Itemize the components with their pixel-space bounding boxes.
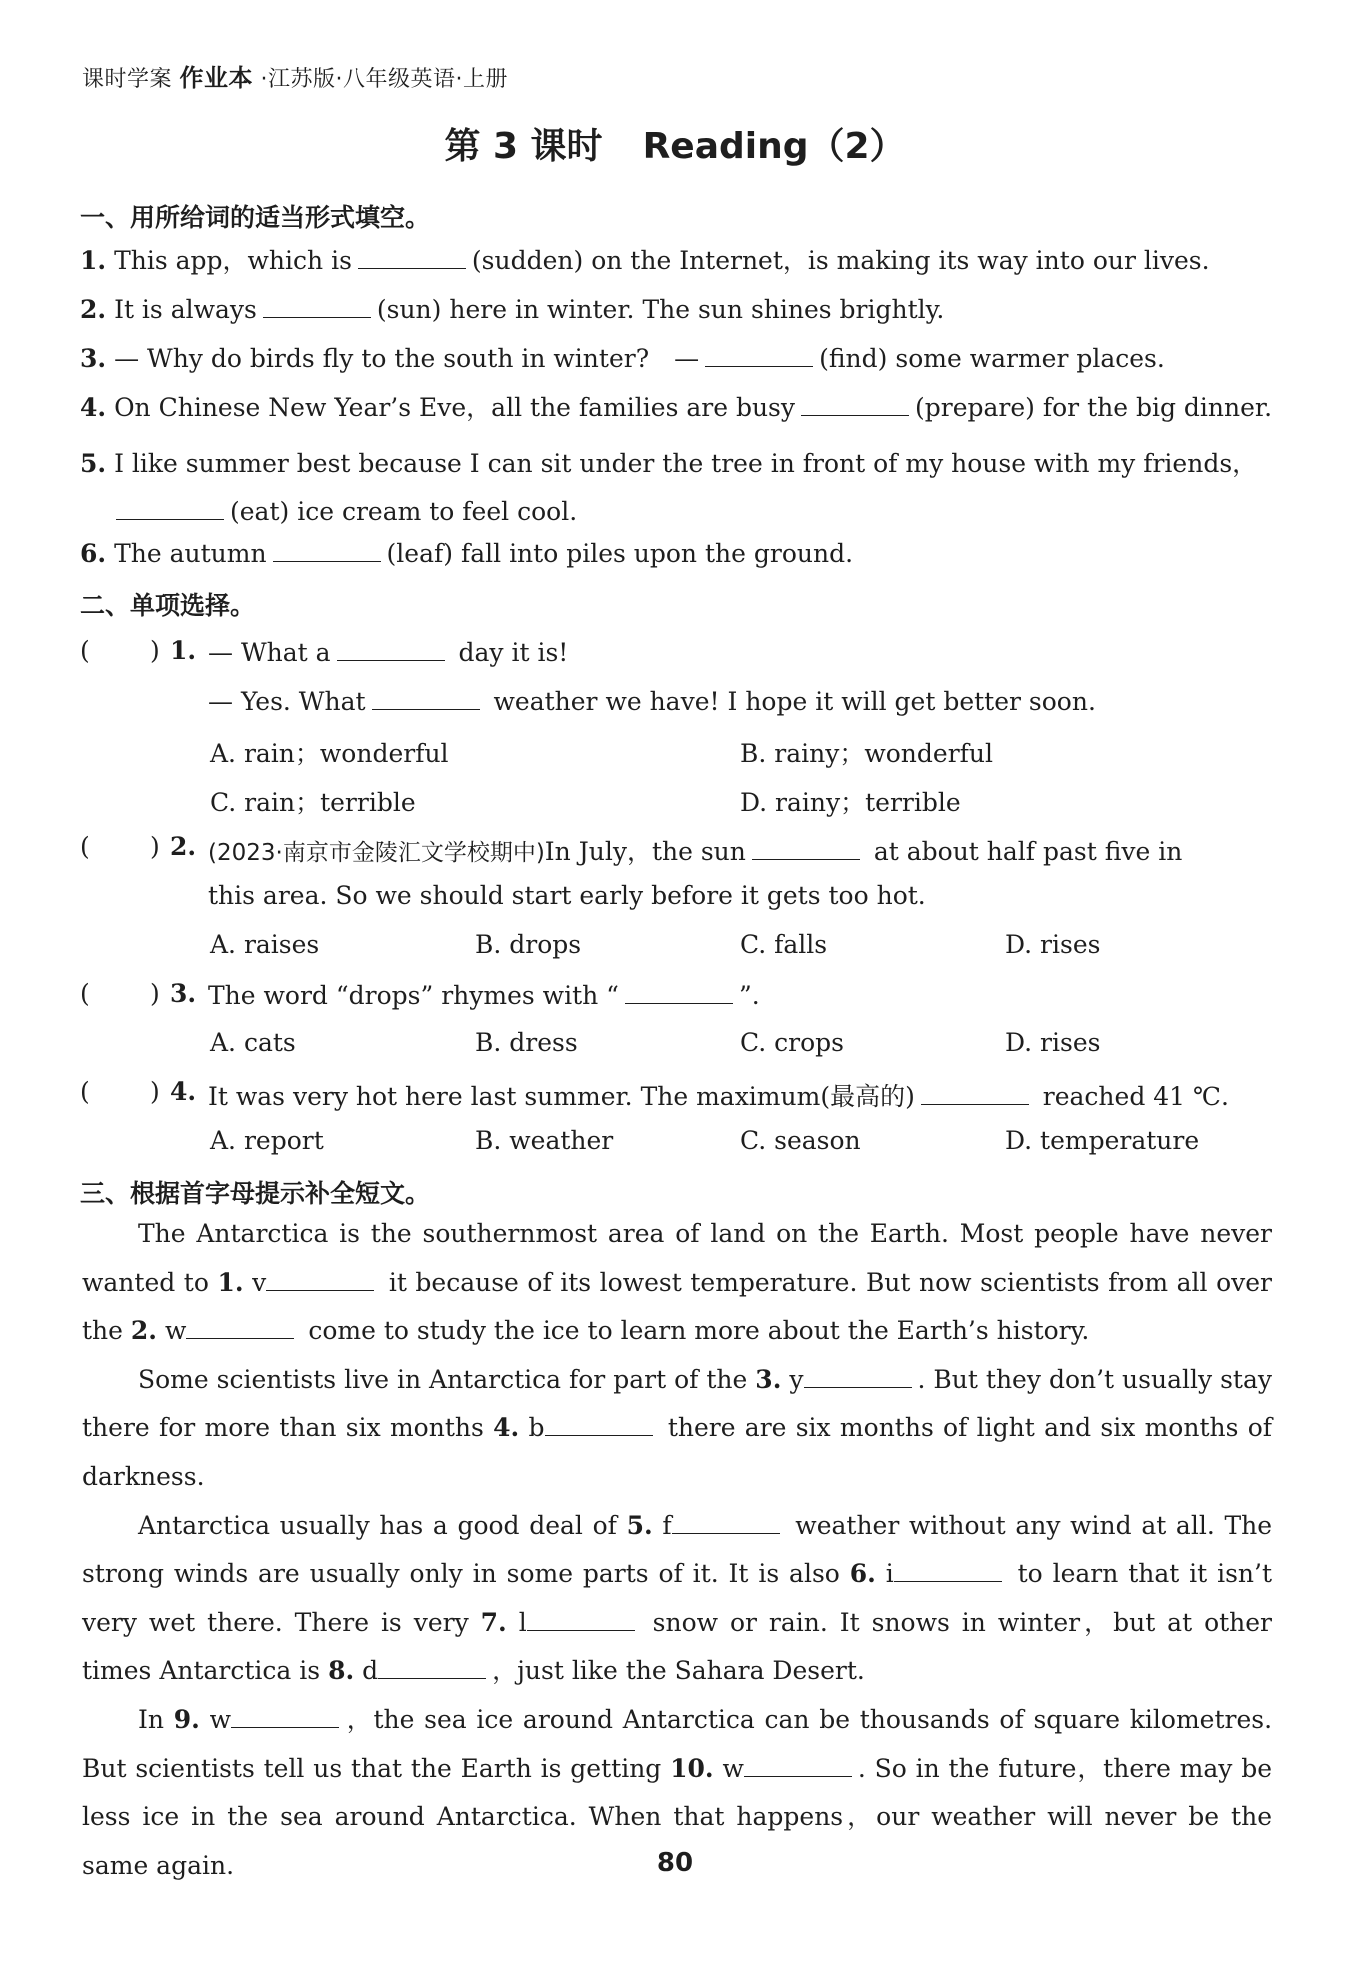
passage-text: . So in the future，there may be less ice in the sea around Antarctica. When that happens，our weather will never be the same again. [82,1753,1273,1880]
title-topic: Reading（2） [642,126,906,167]
paren-open: ( [80,1077,90,1106]
stem-text: In July，the sun [544,837,746,866]
item-number: 6. [80,539,107,568]
answer-blank[interactable] [804,1363,912,1388]
item-number: 1. [80,246,107,275]
passage-text: ，just like the Sahara Desert. [492,1656,865,1686]
stem-text: at about half past five in [873,837,1183,866]
answer-blank[interactable] [752,835,860,860]
fill-item [80,537,1275,571]
blank-number: 5. [626,1510,653,1540]
answer-parentheses[interactable] [80,636,160,665]
answer-parentheses[interactable] [80,1077,160,1106]
passage-text: In [138,1704,164,1734]
answer-blank[interactable] [263,293,371,318]
header-rest: ·江苏版·八年级英语·上册 [260,67,508,92]
fill-item [80,391,1275,425]
item-text-before: — Why do birds fly to the south in winter? — [114,344,700,373]
option-a[interactable]: A. raises [210,930,320,959]
option-b[interactable]: B. rainy；wonderful [740,739,993,768]
paren-open: ( [80,832,90,861]
blank-number: 6. [849,1559,876,1589]
item-text-before: This app，which is [114,246,352,275]
passage-text: to learn that it isn’t very wet there. There is very [82,1559,1273,1637]
running-header [82,58,508,93]
stem-text: weather we have! I hope it will get better soon. [493,687,1096,716]
cloze-passage [82,1210,1272,1890]
blank-number: 2. [130,1316,158,1346]
paren-open: ( [80,979,90,1008]
answer-blank[interactable] [894,1557,1002,1582]
answer-blank[interactable] [527,1606,635,1631]
answer-blank[interactable] [116,495,224,520]
blank-number: 1. [217,1267,244,1297]
paren-close: ) [150,1077,160,1106]
answer-blank[interactable] [921,1080,1029,1105]
option-d[interactable]: D. temperature [1005,1126,1200,1155]
answer-blank[interactable] [545,1411,653,1436]
option-b[interactable]: B. weather [475,1126,614,1155]
answer-blank[interactable] [744,1752,852,1777]
passage-text: ，the sea ice around Antarctica can be thousands of square kilometres. But scientists tell us that the Earth is getting [82,1704,1273,1783]
section1-heading: 一、用所给词的适当形式填空。 [80,203,431,232]
blank-number: 9. [173,1704,200,1734]
option-d[interactable]: D. rainy；terrible [740,788,961,817]
question-number: 2. [170,832,197,861]
option-b[interactable]: B. drops [475,930,582,959]
passage-text: Some scientists live in Antarctica for part of the [138,1364,748,1394]
initial-letter: l [518,1607,527,1637]
stem-text: day it is! [458,638,569,667]
item-number: 2. [80,295,107,324]
question-source: (2023·南京市金陵汇文学校期中) [208,840,545,866]
blank-number: 8. [328,1656,355,1686]
option-a[interactable]: A. rain；wonderful [210,739,449,768]
question-stem [208,1077,1229,1113]
option-c[interactable]: C. rain；terrible [210,788,416,817]
answer-parentheses[interactable] [80,979,160,1008]
initial-letter: w [722,1753,744,1783]
question-number: 3. [170,979,197,1008]
answer-blank[interactable] [372,685,480,710]
page-number: 80 [656,1848,694,1878]
option-c[interactable]: C. falls [740,930,828,959]
item-number: 5. [80,449,107,478]
item-hint: (sudden) [471,246,584,275]
answer-blank[interactable] [672,1509,780,1534]
question-stem [208,636,568,667]
paren-close: ) [150,979,160,1008]
initial-letter: d [362,1656,379,1686]
title-lesson: 第 3 课时 [444,126,603,167]
item-number: 3. [80,344,107,373]
initial-letter: v [252,1267,267,1297]
initial-letter: w [164,1316,187,1346]
question-stem [208,979,760,1010]
passage-text: it because of its lowest temperature. But now scientists from all over the [82,1267,1273,1346]
answer-blank[interactable] [231,1703,339,1728]
answer-blank[interactable] [186,1314,294,1339]
answer-blank[interactable] [705,342,813,367]
item-hint: (sun) [376,295,442,324]
question-number: 4. [170,1077,197,1106]
passage-text: snow or rain. It snows in winter，but at other times Antarctica is [82,1607,1273,1686]
header-series: 课时学案 [82,67,173,92]
answer-blank[interactable] [625,979,733,1004]
passage-text: there are six months of light and six months of darkness. [82,1413,1273,1491]
blank-number: 7. [480,1607,507,1637]
initial-letter: i [885,1559,894,1589]
answer-blank[interactable] [266,1266,374,1291]
item-hint: (prepare) [915,393,1035,422]
blank-number: 10. [670,1753,714,1783]
blank-number: 3. [755,1364,782,1394]
item-text-after: some warmer places. [895,344,1165,373]
question-stem-line2: this area. So we should start early before it gets too hot. [208,881,926,910]
passage-text: weather without any wind at all. The strong winds are usually only in some parts of it. It is also [82,1510,1273,1589]
item-text-before: The autumn [114,539,267,568]
section2-heading: 二、单项选择。 [80,591,256,620]
option-a[interactable]: A. report [210,1126,324,1155]
answer-blank[interactable] [801,391,909,416]
fill-item [80,342,1275,376]
paren-open: ( [80,636,90,665]
section3-heading: 三、根据首字母提示补全短文。 [80,1179,431,1208]
passage-text: Antarctica usually has a good deal of [138,1510,617,1540]
item-text-before: On Chinese New Year’s Eve，all the families are busy [114,393,795,422]
stem-text: ”. [738,981,760,1010]
fill-item [80,293,1275,327]
initial-letter: w [209,1704,231,1734]
passage-paragraph [82,1210,1272,1356]
stem-text: It was very hot here last summer. The maximum(最高的) [208,1082,915,1111]
option-b[interactable]: B. dress [475,1028,578,1057]
answer-blank[interactable] [337,636,445,661]
paren-close: ) [150,832,160,861]
item-text-before: I like summer best because I can sit under the tree in front of my house with my friends， [114,449,1258,478]
passage-paragraph [82,1356,1272,1502]
item-hint: (leaf) [386,539,454,568]
blank-number: 4. [493,1413,520,1443]
stem-text: reached 41 ℃. [1042,1082,1229,1111]
question-stem [208,832,1182,868]
stem-text: The word “drops” rhymes with “ [208,981,619,1010]
answer-blank[interactable] [358,244,466,269]
item-text-after: for the big dinner. [1042,393,1273,422]
item-number: 4. [80,393,107,422]
header-brand: 作业本 [179,64,254,92]
item-text-after: fall into piles upon the ground. [460,539,854,568]
item-text-before: It is always [114,295,257,324]
item-hint: (eat) [230,497,290,526]
paren-close: ) [150,636,160,665]
answer-parentheses[interactable] [80,832,160,861]
option-d[interactable]: D. rises [1005,1028,1101,1057]
option-a[interactable]: A. cats [210,1028,296,1057]
passage-paragraph [82,1502,1272,1696]
fill-item [80,440,1275,536]
question-stem-line2 [208,685,1096,716]
initial-letter: f [662,1510,672,1540]
initial-letter: y [789,1364,804,1394]
question-number: 1. [170,636,197,665]
initial-letter: b [528,1413,545,1443]
stem-text: — What a [208,638,331,667]
option-c[interactable]: C. crops [740,1028,844,1057]
passage-text: . But they don’t usually stay there for more than six months [82,1364,1272,1443]
option-c[interactable]: C. season [740,1126,861,1155]
stem-text: — Yes. What [208,687,366,716]
passage-text: come to study the ice to learn more about the Earth’s history. [308,1316,1090,1346]
answer-blank[interactable] [378,1654,486,1679]
item-text-after: on the Internet，is making its way into our lives. [591,246,1210,275]
item-hint: (find) [819,344,888,373]
passage-text: The Antarctica is the southernmost area of land on the Earth. Most people have never wanted to [82,1219,1272,1297]
option-d[interactable]: D. rises [1005,930,1101,959]
fill-item [80,244,1275,278]
item-text-after: here in winter. The sun shines brightly. [449,295,945,324]
answer-blank[interactable] [273,537,381,562]
item-text-after: ice cream to feel cool. [297,497,578,526]
page-title [0,118,1350,169]
